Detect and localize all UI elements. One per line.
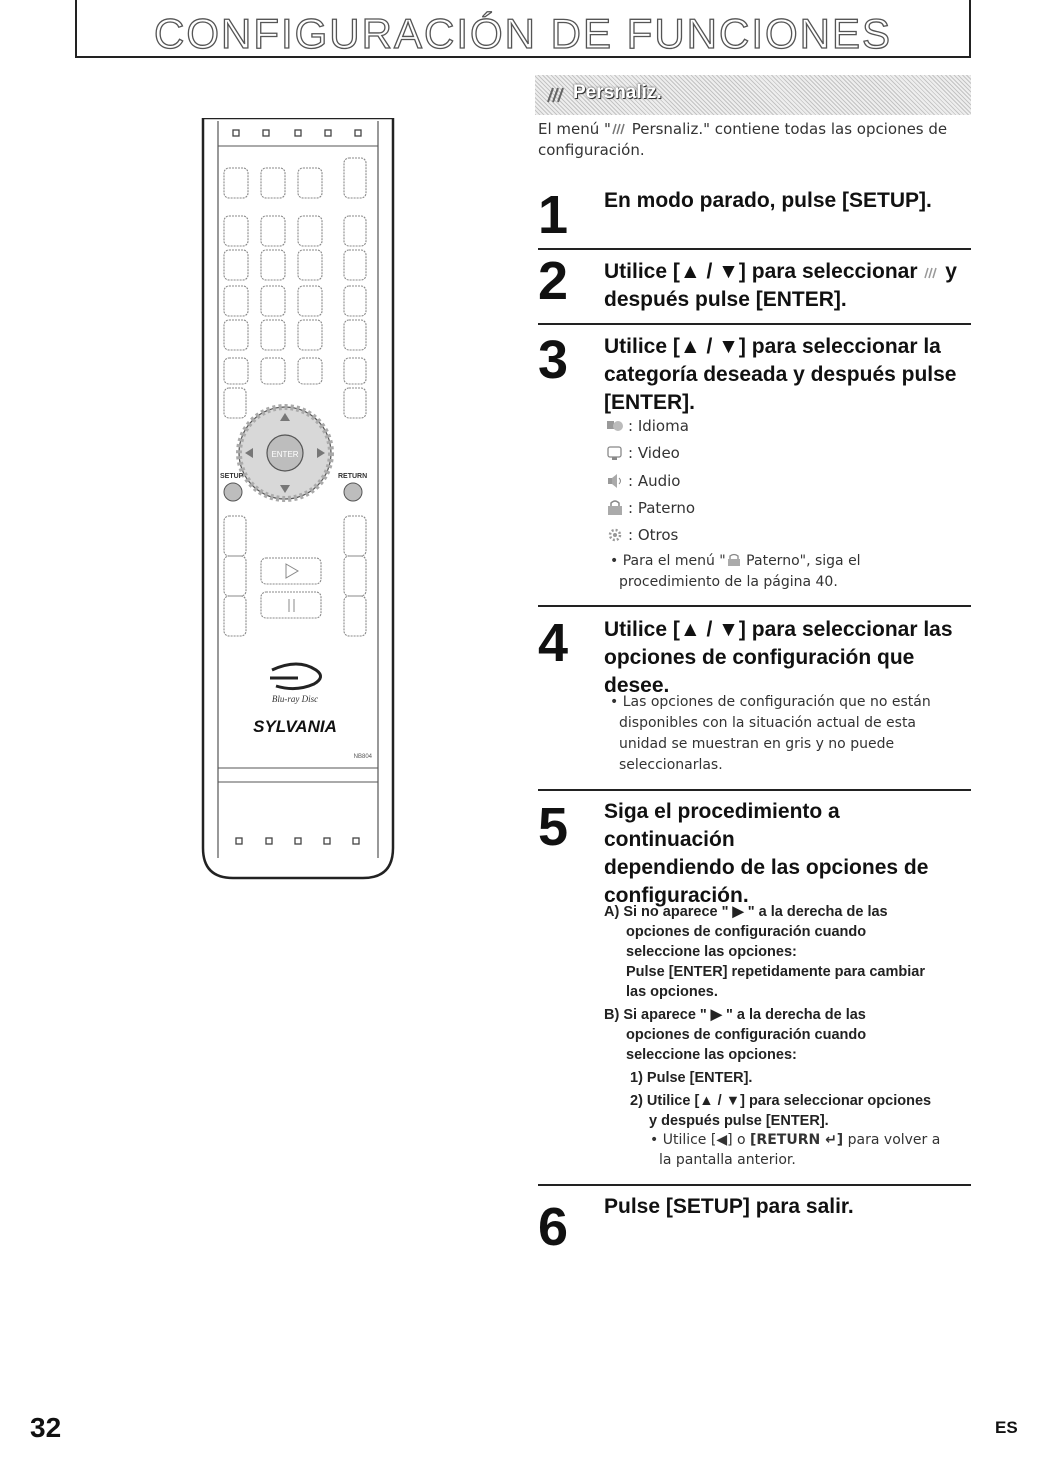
video-icon xyxy=(606,445,624,461)
category-label: : Otros xyxy=(628,526,679,544)
step-4-title-line3: desee. xyxy=(604,674,670,697)
step-divider xyxy=(538,789,971,791)
option-a-line: opciones de configuración cuando xyxy=(626,924,867,940)
option-a-line: Pulse [ENTER] repetidamente para cambiar xyxy=(626,964,925,980)
title-frame xyxy=(75,0,971,58)
return-note-line2: la pantalla anterior. xyxy=(659,1152,796,1168)
category-label: : Audio xyxy=(628,472,681,490)
step-6-number: 6 xyxy=(538,1197,569,1257)
step-5-option-a xyxy=(604,902,976,1002)
step-4-note-line: • Las opciones de configuración que no están xyxy=(610,694,931,710)
setup-label: SETUP xyxy=(220,473,244,480)
step-1-title: En modo parado, pulse [SETUP]. xyxy=(604,189,932,212)
personalize-icon xyxy=(545,85,567,105)
step-2-title-y: y xyxy=(945,260,957,283)
option-a-line: seleccione las opciones: xyxy=(626,944,797,960)
step-5-option-b-sub2 xyxy=(630,1091,976,1131)
page-number: 32 xyxy=(30,1412,62,1443)
personalize-icon xyxy=(923,266,939,280)
step-4-note-line: unidad se muestran en gris y no puede xyxy=(619,736,895,752)
step-3-title-line2: categoría deseada y después pulse xyxy=(604,363,957,386)
intro-text-menu: Persnaliz." contiene todas las opciones de xyxy=(626,120,948,138)
step-divider xyxy=(538,605,971,607)
option-b-line: opciones de configuración cuando xyxy=(626,1027,867,1043)
step-5-title-line1: Siga el procedimiento a continuación xyxy=(604,800,840,851)
return-note-end: para volver a xyxy=(843,1132,941,1148)
step-4-note-line: disponibles con la situación actual de esta xyxy=(619,715,917,731)
page-title: CONFIGURACIÓN DE FUNCIONES xyxy=(153,10,893,57)
step-3-note-end: Paterno", siga el xyxy=(741,553,861,569)
section-title: Persnaliz. xyxy=(573,82,662,103)
step-1-number: 1 xyxy=(538,185,569,245)
step-6-title: Pulse [SETUP] para salir. xyxy=(604,1195,854,1218)
intro-text xyxy=(538,119,968,161)
step-divider xyxy=(538,1184,971,1186)
step-2-title-line1: Utilice [▲ / ▼] para seleccionar xyxy=(604,260,918,283)
personalize-icon xyxy=(611,122,627,136)
return-label: RETURN xyxy=(338,473,368,480)
category-label: : Paterno xyxy=(628,499,696,517)
step-3-note-line2: procedimiento de la página 40. xyxy=(619,574,838,590)
step-5-title-line3: configuración. xyxy=(604,884,749,907)
step-5-return-note xyxy=(650,1130,980,1170)
step-5-title-line2: dependiendo de las opciones de xyxy=(604,856,929,879)
step-5-title xyxy=(604,798,976,910)
step-4-title-line2: opciones de configuración que xyxy=(604,646,915,669)
step-5-number: 5 xyxy=(538,797,569,857)
option-a-line: A) Si no aparece " ▶ " a la derecha de las xyxy=(604,904,888,920)
option-b-line: seleccione las opciones: xyxy=(626,1047,797,1063)
step-4-note xyxy=(610,692,970,776)
step-3-note-start: • Para el menú " xyxy=(610,553,726,569)
others-icon xyxy=(606,527,624,543)
step-2-title xyxy=(604,258,974,314)
parental-icon xyxy=(726,553,742,567)
audio-icon xyxy=(606,473,624,489)
step-4-title xyxy=(604,616,974,700)
step-4-note-line: seleccionarlas. xyxy=(619,757,723,773)
category-label: : Video xyxy=(628,444,680,462)
step-3-number: 3 xyxy=(538,330,569,390)
step-2-number: 2 xyxy=(538,251,569,311)
language-code: ES xyxy=(995,1418,1018,1437)
step-5-option-b-sub1: 1) Pulse [ENTER]. xyxy=(630,1070,753,1086)
step-3-title xyxy=(604,333,974,417)
step-3-title-line3: [ENTER]. xyxy=(604,391,695,414)
language-icon xyxy=(606,418,624,434)
bluray-label: Blu-ray Disc xyxy=(271,694,319,704)
return-note-start: • Utilice [◀] o xyxy=(650,1132,751,1148)
option-a-line: las opciones. xyxy=(626,984,718,1000)
remote-control-illustration xyxy=(198,118,398,880)
option-b-sub2-line: y después pulse [ENTER]. xyxy=(649,1113,829,1129)
step-4-title-line1: Utilice [▲ / ▼] para seleccionar las xyxy=(604,618,953,641)
step-2-title-line2: después pulse [ENTER]. xyxy=(604,288,847,311)
section-banner xyxy=(535,75,971,115)
option-b-sub2-line: 2) Utilice [▲ / ▼] para seleccionar opciones xyxy=(630,1093,932,1109)
step-divider xyxy=(538,248,971,250)
enter-label: ENTER xyxy=(271,450,299,459)
intro-text-start: El menú " xyxy=(538,120,611,138)
remote-control-drawing xyxy=(198,118,398,880)
parental-icon xyxy=(606,500,624,516)
return-note-key: [RETURN ↵] xyxy=(750,1132,844,1148)
model-label: NB804 xyxy=(353,754,372,760)
intro-text-line2: configuración. xyxy=(538,141,645,159)
step-divider xyxy=(538,323,971,325)
step-3-title-line1: Utilice [▲ / ▼] para seleccionar la xyxy=(604,335,941,358)
category-label: : Idioma xyxy=(628,417,689,435)
step-5-option-b xyxy=(604,1005,976,1065)
brand-label: SYLVANIA xyxy=(253,717,337,736)
option-b-line: B) Si aparece " ▶ " a la derecha de las xyxy=(604,1007,866,1023)
step-4-number: 4 xyxy=(538,613,569,673)
step-3-note xyxy=(610,551,970,593)
